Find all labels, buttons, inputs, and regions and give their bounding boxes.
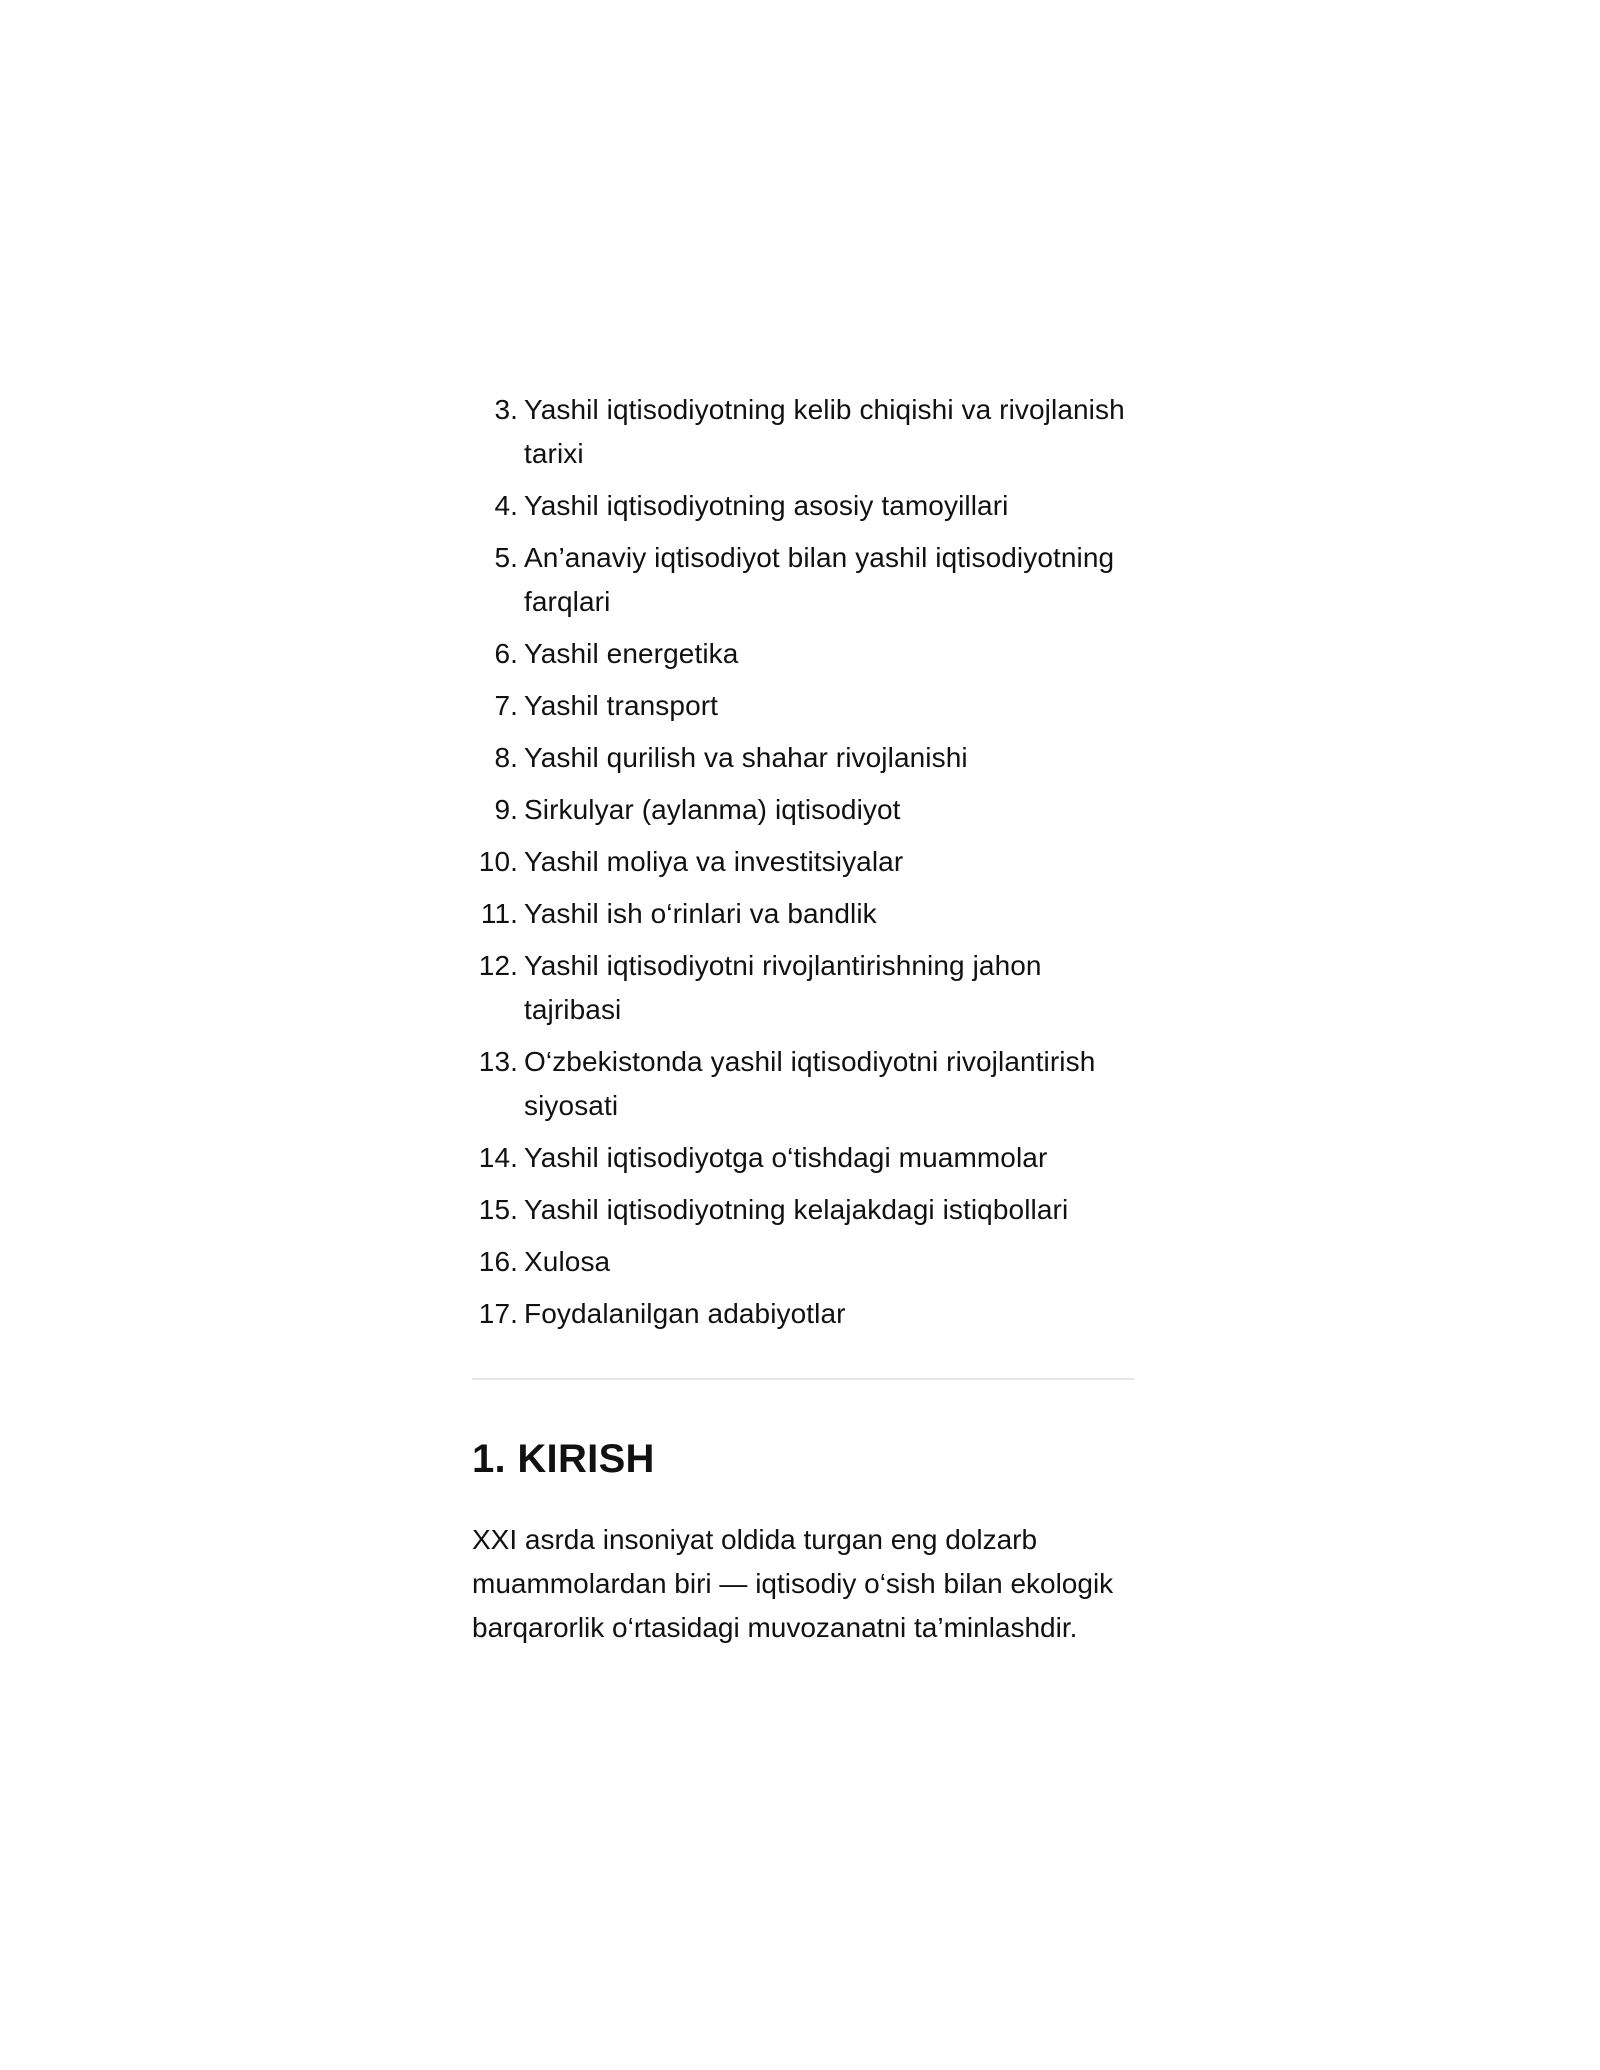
toc-item-text: Yashil energetika xyxy=(524,638,739,669)
toc-item-number: 9. xyxy=(494,794,518,825)
toc-item-text: Yashil qurilish va shahar rivojlanishi xyxy=(524,742,968,773)
table-of-contents xyxy=(472,388,1134,1336)
toc-item xyxy=(472,536,1134,624)
toc-item-number: 13. xyxy=(478,1046,518,1077)
toc-item-number: 15. xyxy=(478,1194,518,1225)
toc-item-number: 10. xyxy=(478,846,518,877)
toc-item xyxy=(472,892,1134,936)
toc-item-number: 8. xyxy=(494,742,518,773)
toc-item xyxy=(472,388,1134,476)
toc-item xyxy=(472,736,1134,780)
toc-item-text: Xulosa xyxy=(524,1246,611,1277)
toc-item-text: Yashil iqtisodiyotning kelib chiqishi va rivojlanish tarixi xyxy=(524,394,1125,469)
toc-item xyxy=(472,684,1134,728)
toc-item-text: Yashil transport xyxy=(524,690,719,721)
toc-item-number: 4. xyxy=(494,490,518,521)
toc-item-number: 3. xyxy=(494,394,518,425)
toc-item-text: Yashil ish o‘rinlari va bandlik xyxy=(524,898,877,929)
toc-item xyxy=(472,1292,1134,1336)
toc-item-number: 6. xyxy=(494,638,518,669)
toc-item xyxy=(472,840,1134,884)
section-heading: 1. KIRISH xyxy=(472,1437,655,1481)
toc-item-number: 14. xyxy=(478,1142,518,1173)
toc-item-number: 12. xyxy=(478,950,518,981)
toc-item xyxy=(472,788,1134,832)
toc-item xyxy=(472,484,1134,528)
intro-paragraph: XXI asrda insoniyat oldida turgan eng dolzarb muammolardan biri — iqtisodiy o‘sish bilan ekologik barqarorlik o‘rtasidagi muvozanatni ta’minlashdir. xyxy=(472,1524,1114,1643)
toc-item xyxy=(472,1240,1134,1284)
toc-item-number: 7. xyxy=(494,690,518,721)
toc-item-text: Yashil moliya va investitsiyalar xyxy=(524,846,904,877)
toc-item xyxy=(472,1188,1134,1232)
toc-item-text: An’anaviy iqtisodiyot bilan yashil iqtisodiyotning farqlari xyxy=(524,542,1115,617)
toc-item-text: Yashil iqtisodiyotning kelajakdagi istiqbollari xyxy=(524,1194,1069,1225)
toc-item-text: Sirkulyar (aylanma) iqtisodiyot xyxy=(524,794,901,825)
toc-item xyxy=(472,1040,1134,1128)
toc-item-text: Foydalanilgan adabiyotlar xyxy=(524,1298,846,1329)
toc-item-text: O‘zbekistonda yashil iqtisodiyotni rivojlantirish siyosati xyxy=(524,1046,1096,1121)
toc-item-number: 5. xyxy=(494,542,518,573)
toc-item-text: Yashil iqtisodiyotga o‘tishdagi muammolar xyxy=(524,1142,1048,1173)
toc-item-text: Yashil iqtisodiyotning asosiy tamoyillari xyxy=(524,490,1009,521)
toc-item-text: Yashil iqtisodiyotni rivojlantirishning jahon tajribasi xyxy=(524,950,1042,1025)
toc-item xyxy=(472,1136,1134,1180)
section-divider xyxy=(472,1378,1134,1380)
toc-item xyxy=(472,944,1134,1032)
toc-item xyxy=(472,632,1134,676)
toc-item-number: 11. xyxy=(480,898,518,929)
document-content xyxy=(472,388,1134,1650)
toc-item-number: 17. xyxy=(478,1298,518,1329)
toc-item-number: 16. xyxy=(478,1246,518,1277)
